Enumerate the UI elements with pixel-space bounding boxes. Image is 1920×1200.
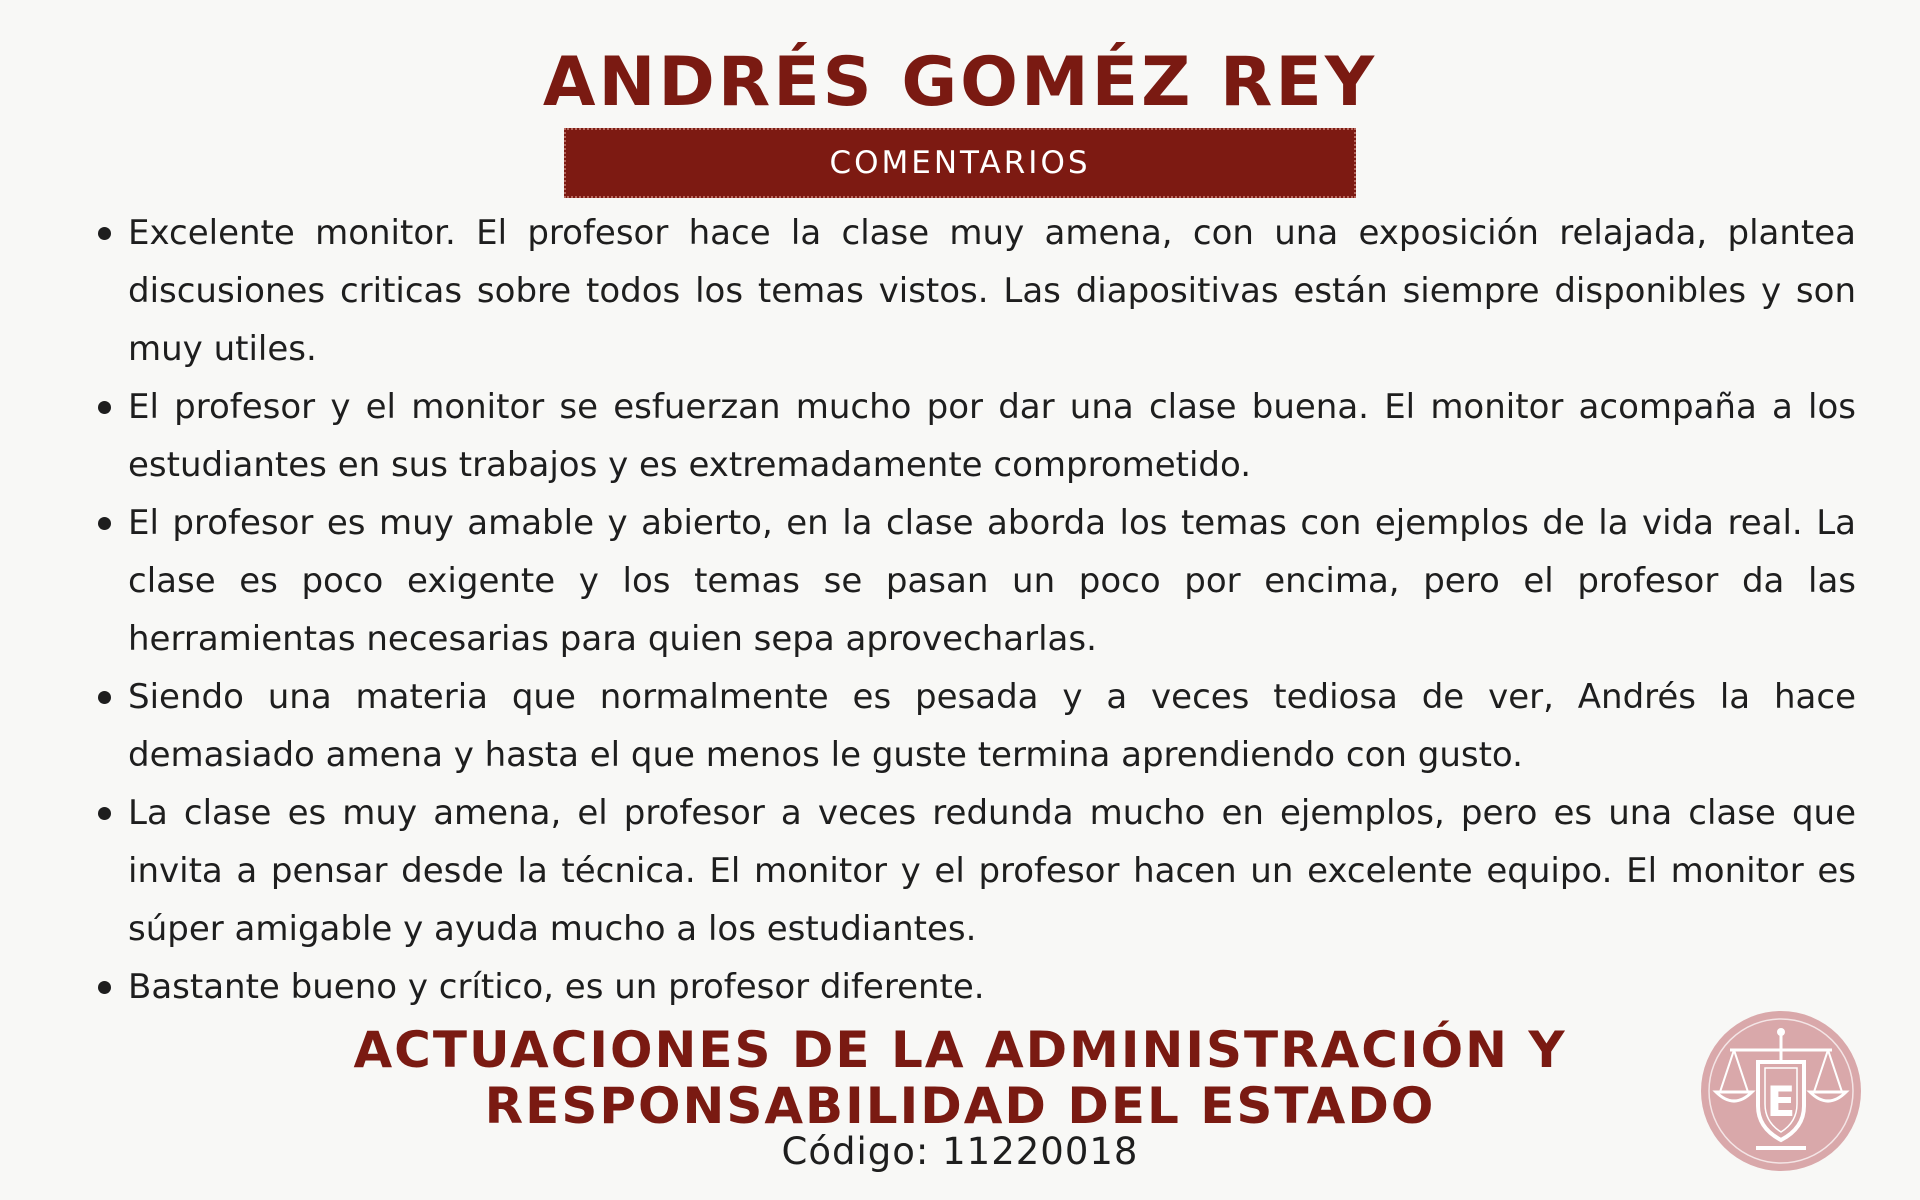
comment-item [92,668,1856,784]
scales-of-justice-logo-icon [1700,1010,1862,1172]
comment-text: El profesor y el monitor se esfuerzan mucho por dar una clase buena. El monitor acompaña a los estudiantes en sus trabajos y es extremadamente comprometido. [128,387,1856,485]
bullet-icon [98,807,111,820]
comment-item [92,378,1856,494]
comment-text: Siendo una materia que normalmente es pesada y a veces tediosa de ver, Andrés la hace demasiado amena y hasta el que menos le guste termina aprendiendo con gusto. [128,677,1856,775]
comments-list [92,204,1856,1016]
course-title-line-2: RESPONSABILIDAD DEL ESTADO [484,1077,1436,1135]
comment-item [92,494,1856,668]
bullet-icon [98,981,111,994]
professor-name: ANDRÉS GOMÉZ REY [542,43,1378,122]
comment-item [92,784,1856,958]
comments-banner-label: COMENTARIOS [829,145,1091,181]
course-title [300,1022,1620,1134]
comment-item [92,204,1856,378]
emblem-letter: E [1766,1077,1796,1126]
comments-banner [564,128,1356,198]
comment-item [92,958,1856,1016]
comment-text: El profesor es muy amable y abierto, en la clase aborda los temas con ejemplos de la vida real. La clase es poco exigente y los temas se pasan un poco por encima, pero el profesor da las herramientas necesarias para quien sepa aprovecharlas. [128,503,1856,659]
bullet-icon [98,401,111,414]
comment-text: Excelente monitor. El profesor hace la clase muy amena, con una exposición relajada, plantea discusiones criticas sobre todos los temas vistos. Las diapositivas están siempre disponibles y son muy utiles. [128,213,1856,369]
bullet-icon [98,517,111,530]
comment-text: Bastante bueno y crítico, es un profesor diferente. [128,967,985,1007]
bullet-icon [98,691,111,704]
bullet-icon [98,227,111,240]
course-code: Código: 11220018 [781,1130,1139,1173]
course-title-line-1: ACTUACIONES DE LA ADMINISTRACIÓN Y [353,1021,1567,1079]
comment-text: La clase es muy amena, el profesor a veces redunda mucho en ejemplos, pero es una clase que invita a pensar desde la técnica. El monitor y el profesor hacen un excelente equipo. El monitor es súper amigable y ayuda mucho a los estudiantes. [128,793,1856,949]
